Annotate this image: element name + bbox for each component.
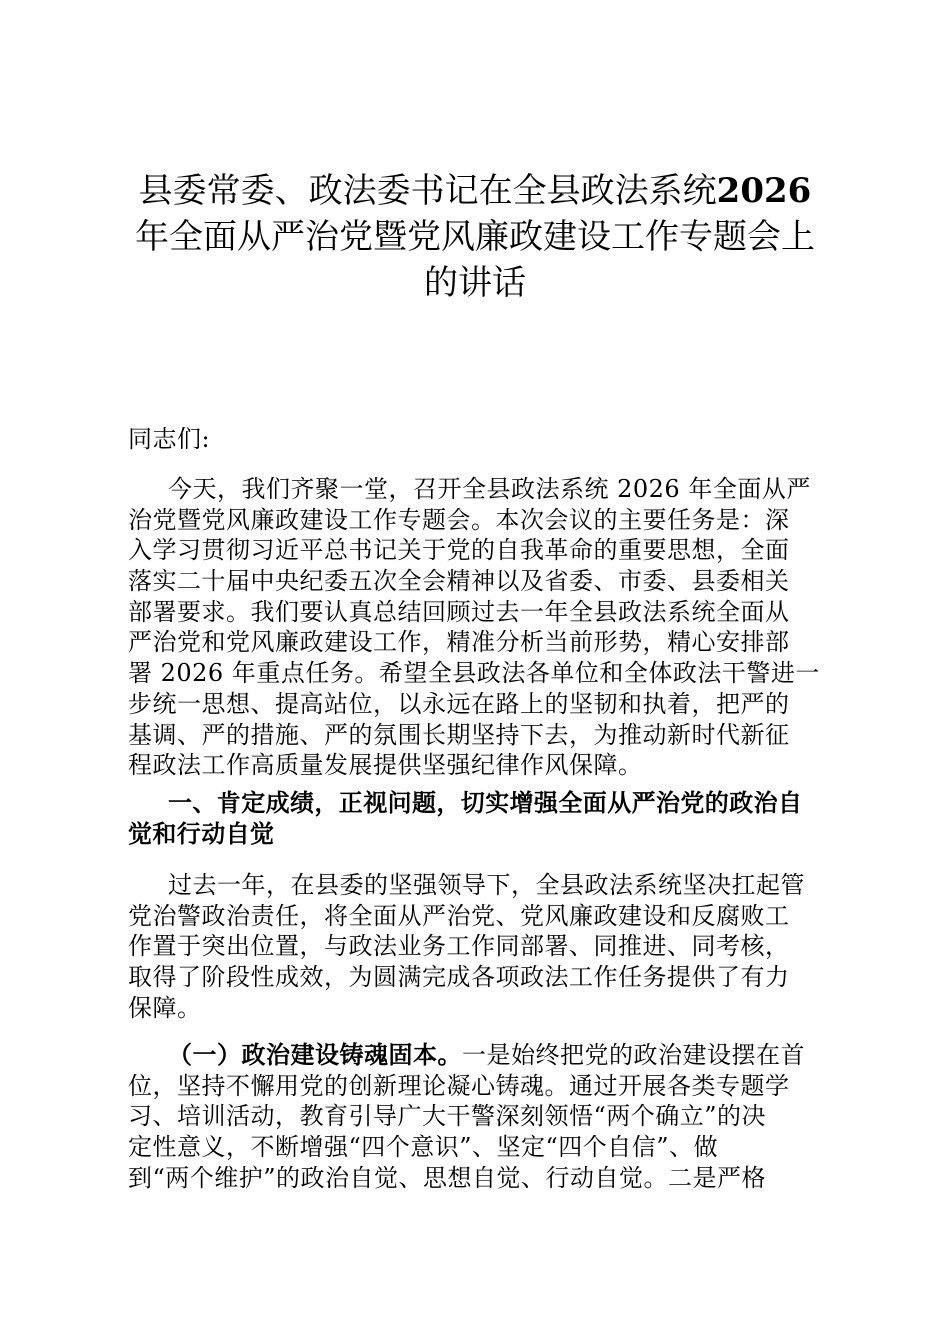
salutation: 同志们: bbox=[128, 425, 211, 453]
paragraph-line: 入学习贯彻习近平总书记关于党的自我革命的重要思想，全面 bbox=[128, 536, 790, 565]
title-year: 2026 bbox=[716, 171, 812, 211]
heading-line: 觉和行动自觉 bbox=[128, 819, 275, 848]
paragraph-first-line bbox=[128, 1040, 828, 1071]
paragraph-line: 今天，我们齐聚一堂，召开全县政法系统 2026 年全面从严 bbox=[168, 475, 811, 503]
section-heading-1 bbox=[128, 788, 828, 849]
paragraph-line: 程政法工作高质量发展提供坚强纪律作风保障。 bbox=[128, 751, 643, 780]
paragraph-line: 保障。 bbox=[128, 993, 202, 1022]
paragraph-line: 部署要求。我们要认真总结回顾过去一年全县政法系统全面从 bbox=[128, 597, 790, 626]
paragraph-line: 严治党和党风廉政建设工作，精准分析当前形势，精心安排部 bbox=[128, 628, 790, 657]
paragraph-line: 基调、严的措施、严的氛围长期坚持下去，为推动新时代新征 bbox=[128, 720, 790, 749]
title-line-2: 年全面从严治党暨党风廉政建设工作专题会上 bbox=[135, 217, 815, 257]
paragraph-line: 过去一年，在县委的坚强领导下，全县政法系统坚决扛起管 bbox=[168, 871, 805, 899]
paragraph-summary bbox=[128, 870, 828, 1023]
paragraph-line: 习、培训活动，教育引导广大干警深刻领悟“两个确立”的决 bbox=[128, 1102, 767, 1131]
paragraph-intro bbox=[128, 474, 828, 781]
paragraph-line: 署 2026 年重点任务。希望全县政法各单位和全体政法干警进一 bbox=[128, 659, 820, 688]
document-title bbox=[120, 168, 830, 306]
paragraph-line: 步统一思想、提高站位，以永远在路上的坚韧和执着，把严的 bbox=[128, 689, 790, 718]
title-text-1: 县委常委、政法委书记在全县政法系统 bbox=[138, 171, 717, 211]
paragraph-line: 到“两个维护”的政治自觉、思想自觉、行动自觉。二是严格 bbox=[128, 1163, 767, 1192]
subsection-lead: （一）政治建设铸魂固本。 bbox=[168, 1041, 462, 1069]
paragraph-line: 党治警政治责任，将全面从严治党、党风廉政建设和反腐败工 bbox=[128, 901, 790, 930]
heading-line: 一、肯定成绩，正视问题，切实增强全面从严治党的政治自 bbox=[168, 789, 803, 817]
title-line-1 bbox=[120, 168, 830, 214]
paragraph-line: 作置于突出位置，与政法业务工作同部署、同推进、同考核， bbox=[128, 932, 790, 961]
paragraph-line: 治党暨党风廉政建设工作专题会。本次会议的主要任务是：深 bbox=[128, 505, 790, 534]
paragraph-line: 定性意义，不断增强“四个意识”、坚定“四个自信”、做 bbox=[128, 1133, 719, 1162]
paragraph-line: 落实二十届中央纪委五次全会精神以及省委、市委、县委相关 bbox=[128, 567, 790, 596]
paragraph-line: 取得了阶段性成效，为圆满完成各项政法工作任务提供了有力 bbox=[128, 963, 790, 992]
paragraph-line: 位，坚持不懈用党的创新理论凝心铸魂。通过开展各类专题学 bbox=[128, 1071, 790, 1100]
title-line-3: 的讲话 bbox=[424, 263, 526, 303]
paragraph-line-rest: 一是始终把党的政治建设摆在首 bbox=[462, 1041, 805, 1069]
paragraph-political-building bbox=[128, 1040, 828, 1193]
